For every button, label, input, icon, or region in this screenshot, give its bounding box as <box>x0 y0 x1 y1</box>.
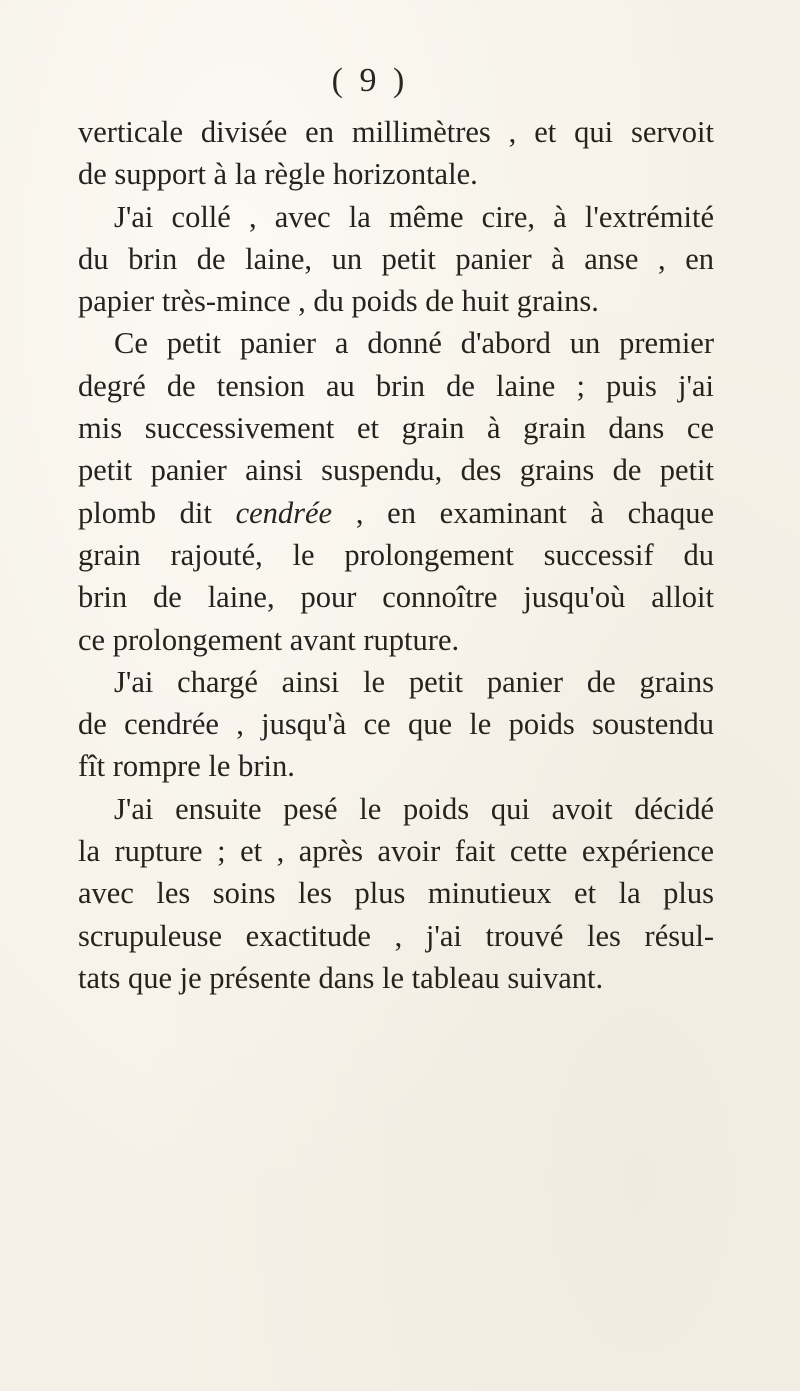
text-line: Ce petit panier a donné d'abord un premier <box>114 326 714 361</box>
text-line: tats que je présente dans le tableau suivant. <box>78 960 604 995</box>
text-line: J'ai collé , avec la même cire, à l'extrémité <box>114 199 714 234</box>
text-line: grain rajouté, le prolongement successif du <box>78 537 714 572</box>
text-line: papier très-mince , du poids de huit grains. <box>78 284 599 319</box>
text-fragment: , en examinant à chaque <box>355 495 715 530</box>
text-line: J'ai ensuite pesé le poids qui avoit décidé <box>114 791 714 826</box>
text-line: ce prolongement avant rupture. <box>78 622 460 657</box>
text-line: avec les soins les plus minutieux et la plus <box>78 876 714 911</box>
text-line-mixed <box>78 492 714 534</box>
text-line: fît rompre le brin. <box>78 749 295 784</box>
body-text <box>78 111 714 999</box>
text-line: degré de tension au brin de laine ; puis j'ai <box>78 368 714 403</box>
text-line: mis successivement et grain à grain dans ce <box>78 411 714 446</box>
text-line: brin de laine, pour connoître jusqu'où alloit <box>78 580 714 615</box>
text-line: J'ai chargé ainsi le petit panier de grains <box>114 664 714 699</box>
text-line: de cendrée , jusqu'à ce que le poids soustendu <box>78 707 714 742</box>
text-line: petit panier ainsi suspendu, des grains de petit <box>78 453 714 488</box>
text-line: scrupuleuse exactitude , j'ai trouvé les résul- <box>78 918 714 953</box>
text-line: du brin de laine, un petit panier à anse , en <box>78 241 714 276</box>
italic-term: cendrée <box>235 495 333 530</box>
text-line: de support à la règle horizontale. <box>78 157 478 192</box>
text-fragment: plomb dit <box>78 495 212 530</box>
text-line: la rupture ; et , après avoir fait cette expérience <box>78 834 714 869</box>
page-number: ( 9 ) <box>331 62 409 99</box>
text-line: verticale divisée en millimètres , et qui servoit <box>78 115 714 149</box>
